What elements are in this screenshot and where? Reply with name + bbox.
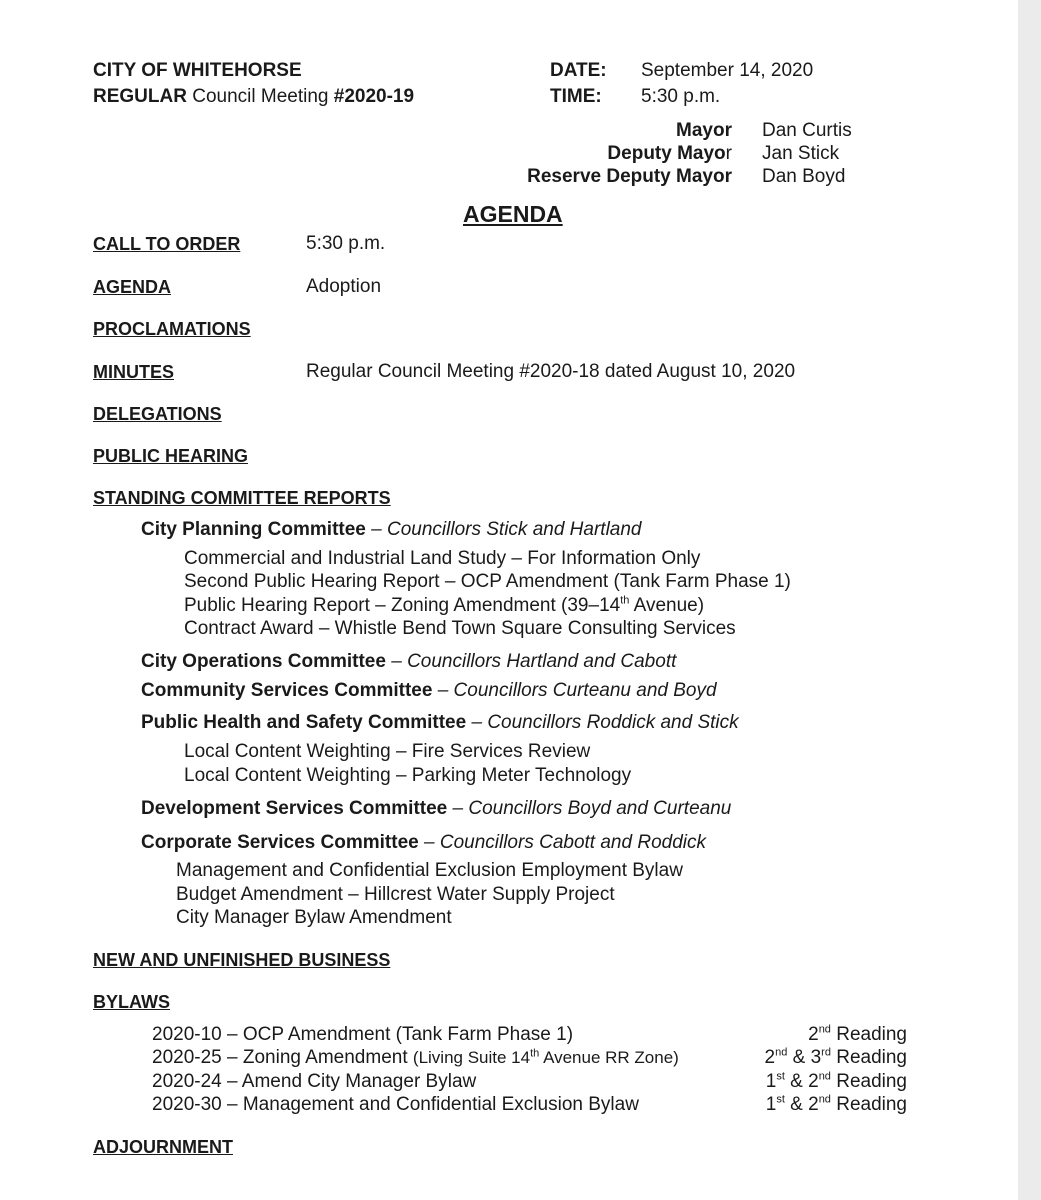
- section-agenda: AGENDA: [93, 277, 172, 297]
- health-item: Local Content Weighting – Parking Meter Technology: [184, 765, 632, 786]
- committee-development: Development Services Committee – Councillors Boyd and Curteanu: [141, 798, 732, 819]
- agenda-title: AGENDA: [463, 201, 563, 227]
- date-label: DATE:: [550, 60, 607, 81]
- bylaw-reading: 2nd Reading: [808, 1023, 907, 1045]
- bylaw-item: 2020-10 – OCP Amendment (Tank Farm Phase 1): [152, 1024, 574, 1045]
- planning-item: Second Public Hearing Report – OCP Amendment (Tank Farm Phase 1): [184, 571, 791, 592]
- agenda-value: Adoption: [306, 276, 382, 297]
- corporate-item: City Manager Bylaw Amendment: [176, 907, 452, 928]
- section-adjournment: ADJOURNMENT: [93, 1137, 234, 1157]
- committee-community: Community Services Committee – Councillors Curteanu and Boyd: [141, 680, 717, 701]
- corporate-item: Management and Confidential Exclusion Employment Bylaw: [176, 860, 683, 881]
- section-proclamations: PROCLAMATIONS: [93, 319, 251, 339]
- section-minutes: MINUTES: [93, 362, 174, 382]
- committee-operations: City Operations Committee – Councillors Hartland and Cabott: [141, 651, 677, 672]
- section-public-hearing: PUBLIC HEARING: [93, 446, 249, 466]
- bylaw-reading: 1st & 2nd Reading: [765, 1093, 907, 1115]
- bylaw-item: 2020-30 – Management and Confidential Exclusion Bylaw: [152, 1094, 639, 1115]
- scrollbar-track[interactable]: [1018, 0, 1041, 1200]
- meeting-label: Council Meeting: [186, 86, 334, 107]
- minutes-value: Regular Council Meeting #2020-18 dated August 10, 2020: [306, 361, 796, 382]
- meeting-number: #2020-19: [333, 86, 415, 107]
- call-to-order-time: 5:30 p.m.: [306, 233, 386, 254]
- time-value: 5:30 p.m.: [641, 86, 721, 107]
- planning-item: Commercial and Industrial Land Study – For Information Only: [184, 548, 701, 569]
- bylaw-item: 2020-24 – Amend City Manager Bylaw: [152, 1071, 477, 1092]
- official-name-reserve-deputy: Dan Boyd: [762, 166, 846, 187]
- section-call-to-order: CALL TO ORDER: [93, 234, 241, 254]
- planning-item: Public Hearing Report – Zoning Amendment (39–14th Avenue): [184, 594, 705, 616]
- planning-item: Contract Award – Whistle Bend Town Square Consulting Services: [184, 618, 736, 639]
- meeting-title: [93, 86, 414, 108]
- section-delegations: DELEGATIONS: [93, 404, 222, 424]
- section-new-business: NEW AND UNFINISHED BUSINESS: [93, 950, 391, 970]
- bylaw-reading: 1st & 2nd Reading: [765, 1070, 907, 1092]
- official-name-mayor: Dan Curtis: [762, 120, 852, 141]
- city-name: CITY OF WHITEHORSE: [93, 60, 302, 81]
- committee-corporate: Corporate Services Committee – Councillors Cabott and Roddick: [141, 832, 706, 853]
- official-role-deputy: Deputy Mayor: [607, 143, 732, 164]
- committee-health: Public Health and Safety Committee – Councillors Roddick and Stick: [141, 712, 739, 733]
- health-item: Local Content Weighting – Fire Services Review: [184, 741, 591, 762]
- official-name-deputy: Jan Stick: [762, 143, 840, 164]
- meeting-type: REGULAR: [93, 86, 187, 107]
- time-label: TIME:: [550, 86, 602, 107]
- corporate-item: Budget Amendment – Hillcrest Water Supply Project: [176, 884, 615, 905]
- bylaw-reading: 2nd & 3rd Reading: [764, 1046, 907, 1068]
- date-value: September 14, 2020: [641, 60, 814, 81]
- official-role-mayor: Mayor: [676, 120, 732, 141]
- section-bylaws: BYLAWS: [93, 992, 171, 1012]
- bylaw-item: 2020-25 – Zoning Amendment (Living Suite 14th Avenue RR Zone): [152, 1047, 679, 1068]
- section-standing-committee-reports: STANDING COMMITTEE REPORTS: [93, 488, 391, 508]
- committee-planning: City Planning Committee – Councillors Stick and Hartland: [141, 519, 642, 540]
- official-role-reserve-deputy: Reserve Deputy Mayor: [527, 166, 732, 187]
